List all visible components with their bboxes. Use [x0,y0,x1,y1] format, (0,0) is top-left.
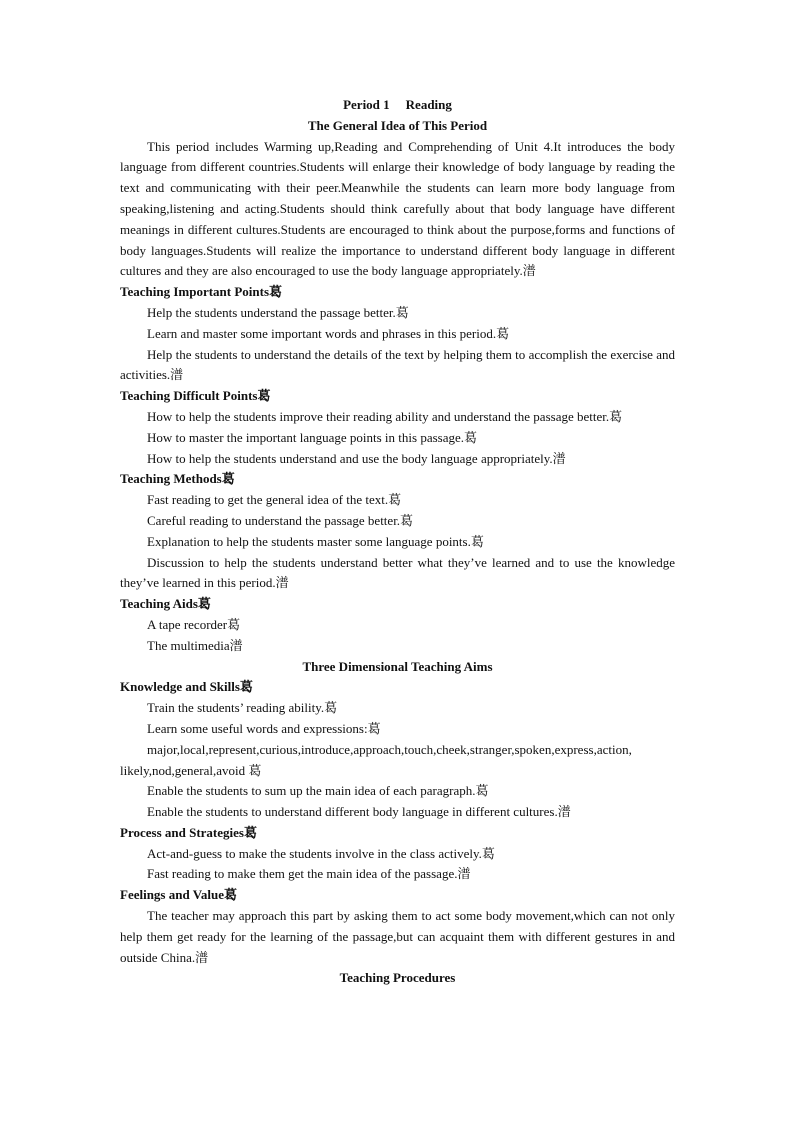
list-item: Act-and-guess to make the students involve in the class actively.葛 [147,845,495,861]
process-heading: Process and Strategies葛 [120,824,257,840]
intro-paragraph: This period includes Warming up,Reading and Comprehending of Unit 4.It introduces the body language from different countries.Students will enlarge their knowledge of body language by reading the text and communicating with their peer.Meanwhile the students can learn more body language from speaking,listening and acting.Students should think carefully about that body language have different meanings in different cultures.Students are encouraged to think about the purpose,forms and functions of body languages.Students will realize the importance to understand different body language in different cultures and they are also encouraged to use the body language appropriately.潽 [120,138,675,279]
important-points-heading: Teaching Important Points葛 [120,284,283,300]
list-item: Enable the students to understand different body language in different cultures.潽 [147,804,571,820]
list-item: Help the students to understand the details of the text by helping them to accomplish the exercise and activities.潽 [120,346,675,383]
list-item: Fast reading to make them get the main idea of the passage.潽 [147,866,471,882]
list-item: Learn and master some important words and phrases in this period.葛 [147,325,510,341]
difficult-points-heading: Teaching Difficult Points葛 [120,388,271,404]
list-item: Explanation to help the students master some language points.葛 [147,533,484,549]
list-item: Help the students understand the passage better.葛 [147,304,409,320]
list-item: Learn some useful words and expressions:葛 [147,720,381,736]
knowledge-heading: Knowledge and Skills葛 [120,679,253,695]
list-item: Fast reading to get the general idea of the text.葛 [147,492,402,508]
list-item: How to help the students understand and use the body language appropriately.潽 [147,450,566,466]
feelings-heading: Feelings and Value葛 [120,887,238,903]
list-item: Train the students’ reading ability.葛 [147,700,338,716]
list-item: How to master the important language points in this passage.葛 [147,429,477,445]
feelings-paragraph: The teacher may approach this part by asking them to act some body movement,which can not only help them get ready for the learning of the passage,but can acquaint them with different gestures in and outside China.潽 [120,908,675,965]
list-item: How to help the students improve their reading ability and understand the passage better.葛 [147,408,623,424]
list-item: Careful reading to understand the passage better.葛 [147,512,414,528]
document-page [120,95,675,989]
list-item: A tape recorder葛 [147,616,241,632]
aims-title: Three Dimensional Teaching Aims [302,658,493,674]
vocabulary-list: major,local,represent,curious,introduce,approach,touch,cheek,stranger,spoken,express,action, likely,nod,general,avoid 葛 [120,741,632,778]
period-subtitle: The General Idea of This Period [307,117,488,133]
list-item: The multimedia潽 [147,637,243,653]
aids-heading: Teaching Aids葛 [120,596,211,612]
methods-heading: Teaching Methods葛 [120,471,235,487]
period-title: Period 1 Reading [343,97,452,112]
procedures-title: Teaching Procedures [339,970,456,986]
list-item: Enable the students to sum up the main idea of each paragraph.葛 [147,783,489,799]
list-item: Discussion to help the students understand better what they’ve learned and to use the knowledge they’ve learned in this period.潽 [120,554,675,591]
